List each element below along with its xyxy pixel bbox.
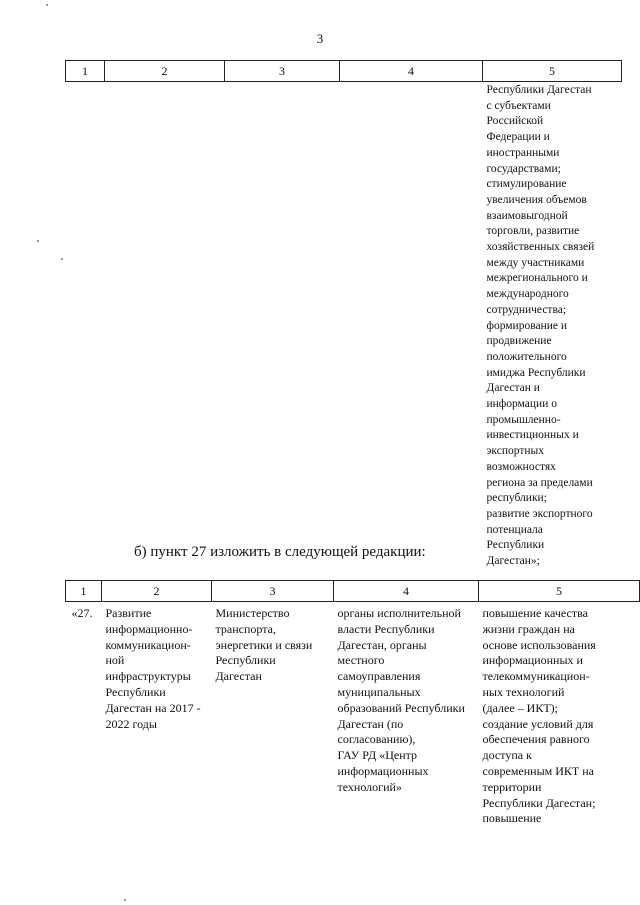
item-number: «27. <box>71 606 93 620</box>
header-cell-2: 2 <box>105 61 225 82</box>
table-header-row <box>66 61 622 82</box>
program-name: Развитие информационно- коммуникацион- ной инфраструктуры Республики Дагестан на 2017 - 2022 годы <box>105 606 201 731</box>
item-27-table <box>65 580 640 827</box>
scan-speck <box>46 4 48 6</box>
header-cell-4: 4 <box>340 61 483 82</box>
table-row <box>66 82 622 570</box>
table-row <box>66 602 640 828</box>
header-cell-2: 2 <box>102 581 212 602</box>
header-cell-3: 3 <box>212 581 334 602</box>
goals-text: Республики Дагестан с субъектами Российской Федерации и иностранными государствами; стимулирование увеличения объемов взаимовыгодной торговли, развитие хозяйственных связей между участниками межрегионального и международного сотрудничества; формирование и продвижение положительного имиджа Республики Дагестан и информации о промышленно- инвестиционных и экспортных возможностях региона за пределами республики; развитие экспортного потенциала Республики Дагестан»; <box>486 84 595 568</box>
continuation-table <box>65 60 622 570</box>
participating-bodies: органы исполнительной власти Республики Дагестан, органы местного самоуправления муниципальных образований Республики Дагестан (по согласованию), ГАУ РД «Центр информационных технологий» <box>337 606 465 794</box>
amendment-paragraph: б) пункт 27 изложить в следующей редакции: <box>134 544 426 560</box>
program-goals: повышение качества жизни граждан на основе использования информационных и телекоммуникацион- ных технологий (далее – ИКТ); создание условий для обеспечения равного доступа к современным ИКТ на территории Республики Дагестан; повышение <box>482 606 596 826</box>
scan-speck <box>61 258 63 260</box>
scan-speck <box>37 240 39 242</box>
header-cell-1: 1 <box>66 61 105 82</box>
header-cell-3: 3 <box>225 61 340 82</box>
page-number: 3 <box>316 31 324 46</box>
header-cell-1: 1 <box>66 581 102 602</box>
scan-speck <box>124 899 126 901</box>
header-cell-5: 5 <box>479 581 640 602</box>
header-cell-5: 5 <box>483 61 622 82</box>
responsible-ministry: Министерство транспорта, энергетики и связи Республики Дагестан <box>215 606 313 684</box>
header-cell-4: 4 <box>334 581 479 602</box>
table-header-row <box>66 581 640 602</box>
